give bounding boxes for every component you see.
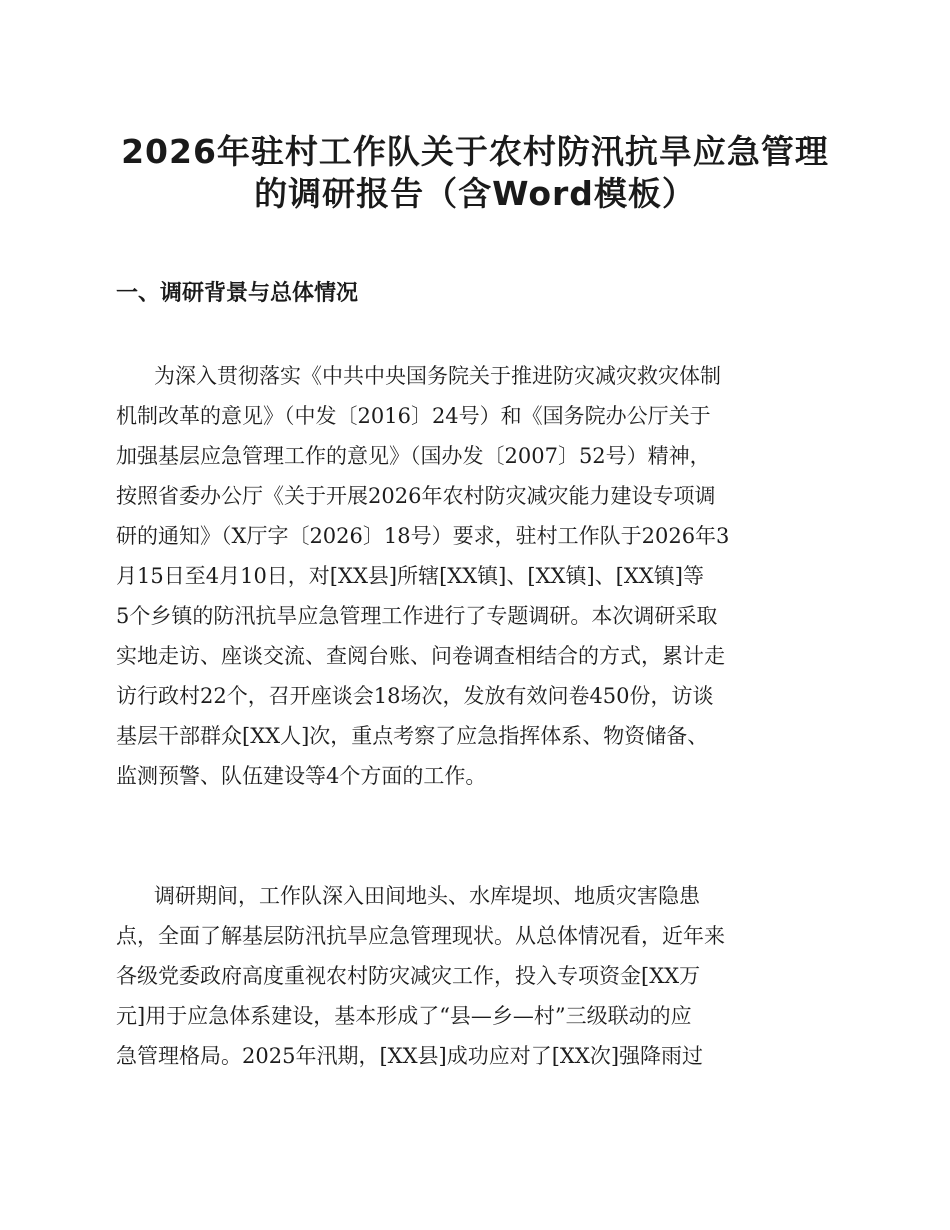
paragraph-1 [116,356,846,796]
paragraph-line: 月15日至4月10日，对[XX县]所辖[XX镇]、[XX镇]、[XX镇]等 [116,564,704,588]
paragraph-line: 访行政村22个，召开座谈会18场次，发放有效问卷450份，访谈 [116,684,714,708]
paragraph-line: 基层干部群众[XX人]次，重点考察了应急指挥体系、物资储备、 [116,724,709,748]
paragraph-line: 元]用于应急体系建设，基本形成了“县—乡—村”三级联动的应 [116,1004,692,1028]
paragraph-line: 点，全面了解基层防汛抗旱应急管理现状。从总体情况看，近年来 [116,924,725,948]
document-title-line-1: 2026年驻村工作队关于农村防汛抗旱应急管理 [121,132,829,171]
paragraph-line: 监测预警、队伍建设等4个方面的工作。 [116,764,487,788]
paragraph-line: 加强基层应急管理工作的意见》（国办发〔2007〕52号）精神， [116,444,711,468]
paragraph-line: 各级党委政府高度重视农村防灾减灾工作，投入专项资金[XX万 [116,964,701,988]
paragraph-line: 为深入贯彻落实《中共中央国务院关于推进防灾减灾救灾体制 [154,364,721,388]
paragraph-line: 机制改革的意见》（中发〔2016〕24号）和《国务院办公厅关于 [116,404,711,428]
paragraph-2 [116,876,846,1076]
paragraph-line: 实地走访、座谈交流、查阅台账、问卷调查相结合的方式，累计走 [116,644,725,668]
section-heading: 一、调研背景与总体情况 [116,281,359,306]
paragraph-line: 5个乡镇的防汛抗旱应急管理工作进行了专题调研。本次调研采取 [116,604,718,628]
paragraph-line: 按照省委办公厅《关于开展2026年农村防灾减灾能力建设专项调 [116,484,716,508]
paragraph-line: 调研期间，工作队深入田间地头、水库堤坝、地质灾害隐患 [154,884,700,908]
document-title-line-2: 的调研报告（含Word模板） [254,174,696,213]
paragraph-line: 急管理格局。2025年汛期，[XX县]成功应对了[XX次]强降雨过 [116,1044,704,1068]
paragraph-line: 研的通知》（X厅字〔2026〕18号）要求，驻村工作队于2026年3 [116,524,730,548]
